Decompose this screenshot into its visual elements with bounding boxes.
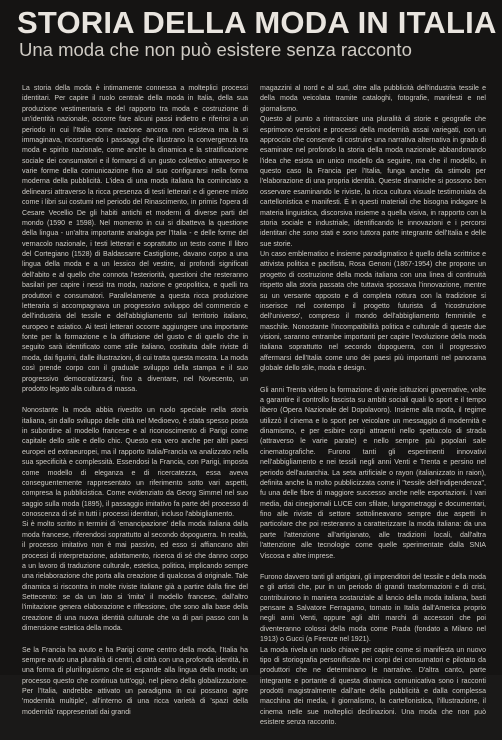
paragraph: magazzini al nord e al sud, oltre alla pubblicità dell'industria tessile e della moda veicolata tramite cataloghi, fotografie, manifesti e nel giornalismo. Questo al punto a rintracciare una pluralità di storie e geografie che esprimono versioni e processi della modernità assai variegati, con un approccio che consente di costruire una narrativa alternativa in grado di esaminare nel profondo la storia della moda nazionale abbandonando l'idea che esista un unico modello da seguire, ma che il modello, in questo caso la Francia per l'Italia, funga anche da stimolo per l'elaborazione di una propria identità. Queste dinamiche si possono ben osservare esaminando le riviste, la ricca cultura visuale testimoniata da cartellonistica e manifesti. È in questi materiali che bisogna indagare la materia linguistica, discorsiva insieme a quella visiva, in rapporto con la storia sociale e industriale, identificando le innovazioni e i percorsi identitari che sono stati e sono tuttora parte integrante dell'Italia e delle sue storie. Un caso emblematico e insieme paradigmatico è quello della scrittrice e attivista politica e pacifista, Rosa Genoni (1867-1954) che propone un progetto di costruzione della moda italiana con una linea di continuità rispetto alla storia passata che tuttavia spossava l'innovazione, mentre su un versante opposto e di completa rottura con la tradizione si inserisce nel contempo il progetto futurista di 'ricostruzione dell'universo', compreso il mondo dell'abbigliamento femminile e maschile. Nonostante l'incompatibilità politica e culturale di queste due visioni, saranno entrambe importanti per capire l'evoluzione della moda italiana soprattutto nel secondo dopoguerra, con il progressivo affermarsi dell'Italia come uno dei paesi più importanti nel panorama globale dello stile, moda e design.: [260, 85, 486, 373]
left-text-column: [22, 84, 248, 729]
paragraph: Nonostante la moda abbia rivestito un ruolo speciale nella storia italiana, sin dallo sviluppo delle città nel Medioevo, è stata spesso posta in subordine al modello francese e al riconoscimento di Parigi come capitale dello stile e dello chic. Questo era vero anche per altri paesi europei ed extraeuropei, ma il rapporto Italia/Francia va analizzato nella sua specificità e complessità. Essendosi la Francia, con Parigi, imposta come modello di eleganza e di ricercatezza, essa aveva conseguentemente rappresentato un riferimento sotto vari aspetti, compresa la pubblicistica. Come evidenziato da Georg Simmel nel suo saggio sulla moda (1895), il passaggio imitativo fa parte del processo di conoscenza di sé in tutti i processi identitari, incluso l'abbigliamento. Si è molto scritto in termini di 'emancipazione' della moda italiana dalla moda francese, riferendosi soprattutto al secondo dopoguerra. In realtà, il processo imitativo non è mai passivo, ed esso si affiancano altri processi di interpretazione, adattamento, ricerca di sé che danno corpo a un lavoro di traduzione culturale, estetica, politica, implicando sempre una rielaborazione che porta alla creazione di qualcosa di originale. Tale dinamica si riscontra in molte riviste italiane già a partire dalla fine del Settecento: se da un lato si 'imita' il modello francese, dall'altro l'imitazione genera elaborazione e riflessione, che sono alla base della creazione di una nuova identità culturale che va di pari passo con la dimensione estetica della moda.: [22, 407, 248, 633]
paragraph: La storia della moda è intimamente connessa a molteplici processi identitari. Per capire il ruolo centrale della moda in Italia, della sua produzione vestimentaria e del rapporto tra moda e costruzione di un'identità nazionale, occorre fare alcuni passi indietro e riferirsi a un periodo in cui l'Italia come nazione ancora non esisteva ma la si immaginava, ricostruendo i passaggi che illustrano la convergenza tra moda e spirito nazionale, come anche la dinamica e la stratificazione sociale dei consumatori e il formarsi di un gusto collettivo attraverso le varie forme della comunicazione fino al suo configurarsi nella forma moderna della pubblicità. L'idea di una moda italiana ha cominciato a delinearsi attraverso la ricca presenza di testi letterari e di genere misto come i libri sui costumi nel periodo del Rinascimento, in primis l'opera di Cesare Vecellio De gli habiti antichi et moderni di diverse parti del mondo (1590 e 1598). Nel momento in cui si dibatteva la questione della lingua - un'altra importante analogia per l'Italia - e delle forme del vernacolo nazionale, i testi letterari e soprattutto un testo come Il libro del Cortegiano (1528) di Baldassarre Castiglione, davano corpo a una lingua della moda e a un lessico del vestire, ai profondi significati dell'abito e al quello che connota l'esteriorità, questioni che resteranno basilari per capire i nessi tra moda, nazione e geopolitica, e quelli tra produttori e consumatori. Parallelamente a questa ricca produzione letteraria si accompagnava un progressivo sviluppo del commercio e dell'industria del tessile e dell'abbigliamento sul territorio italiano, europeo e asiatico. Ai testi letterari occorre aggiungere una importante fonte per la formazione e la diffusione del gusto e di quello che in seguito sarà identificato come stile italiano, costituita dalle riviste di moda, dai figurini, dalle illustrazioni, di cui tratta questa mostra. La moda così prende corpo con il graduale sviluppo della stampa e il suo progressivo democratizzarsi, fino a diventare, nel Novecento, un prodotto legato alla cultura di massa.: [22, 85, 248, 393]
paragraph: Se la Francia ha avuto e ha Parigi come centro della moda, l'Italia ha sempre avuto una pluralità di centri, di città con una profonda identità, in una forma di plurilinguismo che si espande alla lingua della moda; un processo questo che continua tutt'oggi, nel pieno della globalizzazione. Per l'Italia, andrebbe attivato un paradigma in cui possano agire 'modernità multiple', all'interno di una ricca varietà di 'spazi della modernità' rappresentati dai grandi: [22, 646, 248, 716]
right-text-column: [260, 84, 486, 740]
page-title: STORIA DELLA MODA IN ITALIA: [17, 5, 497, 40]
paragraph: Furono davvero tanti gli artigiani, gli imprenditori del tessile e della moda e gli artisti che, pur in un periodo di grandi trasformazioni e di crisi, contribuirono in maniera sostanziale al lancio della moda italiana, basti pensare a Salvatore Ferragamo, tornato in Italia dall'America proprio negli anni Venti, oppure agli altri marchi di accessori che poi diventeranno colossi della moda come Prada (fondato a Milano nel 1913) o Gucci (a Firenze nel 1921). La moda rivela un ruolo chiave per capire come si manifesta un nuovo tipo di storiografia personificata nei corpi dei consumatori e pilotato da produttori che ne determinano le narrative. D'altra canto, parte integrante e portante di questa dinamica comunicativa sono i racconti prodotti magistralmente dall'arte della pubblicità e dalla complessa macchina dei media, il giornalismo, la cartellonistica, l'illustrazione, il cinema nelle sue molteplici declinazioni. Una moda che non può esistere senza racconto.: [260, 573, 486, 727]
paragraph: Gli anni Trenta videro la formazione di varie istituzioni governative, volte a garantire il controllo fascista su ambiti sociali quali lo sport e il tempo libero (Opera Nazionale del Dopolavoro). Insieme alla moda, il regime utilizzò il cinema e lo sport per veicolare un messaggio di modernità e dinamismo, e per esibire corpi attraenti nello spettacolo di strada (attraverso le varie parate) e nello sempre più popolari sale cinematografiche. Furono tanti gli esperimenti innovativi nell'abbigliamento e nei tessili negli anni Venti e Trenta e persino nel periodo dell'autarchia. La seta artificiale o rayon (italianizzato in raion), definita anche la molto pubblicizzata come il "tessile dell'indipendenza", fu una delle fibre di maggiore successo anche nelle esportazioni. I vari media, dai cinegiornali LUCE con sfilate, lungometraggi e documentari, fino alle riviste di settore sottolineavano sempre due aspetti in particolare che poi resteranno a caratterizzare la moda italiana: da una parte l'attenzione all'artigianato, alle tradizioni locali, dall'altra l'attenzione alle tecnologie come quelle sperimentate dalla SNIA Viscosa e altre imprese.: [260, 386, 486, 560]
page-subtitle: Una moda che non può esistere senza racconto: [19, 39, 412, 60]
